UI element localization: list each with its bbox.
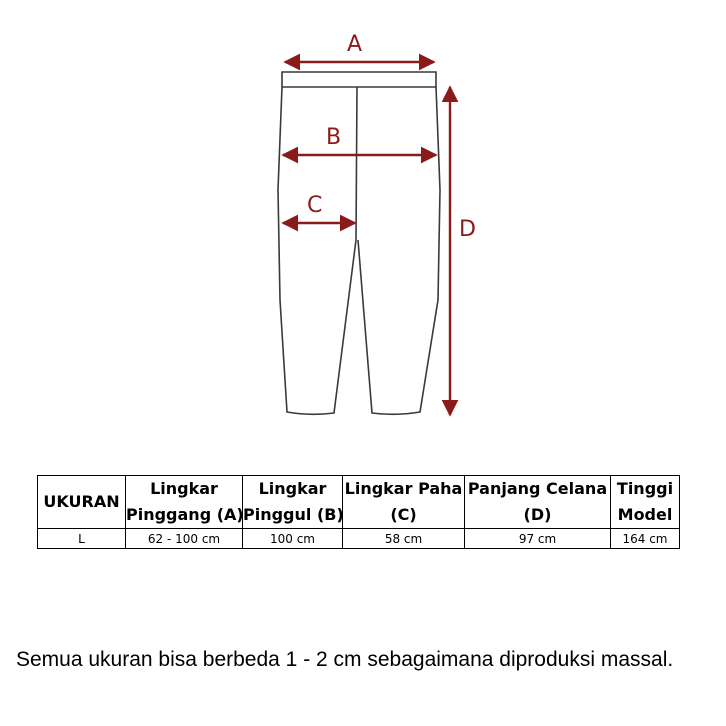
left-leg [278,87,357,414]
header-line: Pinggang (A) [126,505,244,524]
cell-lingkar-pinggul: 100 cm [243,529,343,549]
header-line: Lingkar [150,479,218,498]
header-ukuran [38,476,126,529]
right-leg [358,87,440,414]
cell-ukuran: L [38,529,126,549]
label-b: B [326,125,342,150]
header-lingkar-paha [343,476,465,529]
header-tinggi-model [611,476,680,529]
size-note: Semua ukuran bisa berbeda 1 - 2 cm sebagaimana diproduksi massal. [16,648,674,671]
header-line: Lingkar Paha [344,479,463,498]
measurement-arrows [283,62,450,415]
header-line: Lingkar [258,479,327,498]
header-lingkar-pinggang [126,476,243,529]
size-table-header-row [38,476,680,529]
cell-panjang-celana: 97 cm [465,529,611,549]
label-d: D [459,217,476,242]
cell-lingkar-paha: 58 cm [343,529,465,549]
header-line: (D) [523,505,552,524]
label-c: C [307,193,323,218]
waistband [282,72,436,87]
header-line: Pinggul (B) [243,505,344,524]
header-panjang-celana [465,476,611,529]
header-line: Tinggi [616,479,674,498]
table-row [38,529,680,549]
size-table [37,475,680,549]
header-lingkar-pinggul [243,476,343,529]
header-line: (C) [390,505,417,524]
cell-lingkar-pinggang: 62 - 100 cm [126,529,243,549]
cell-tinggi-model: 164 cm [611,529,680,549]
header-line: Panjang Celana [467,479,608,498]
pants-outline [278,72,440,414]
header-line: UKURAN [43,492,120,511]
label-a: A [347,32,363,57]
header-line: Model [617,505,673,524]
